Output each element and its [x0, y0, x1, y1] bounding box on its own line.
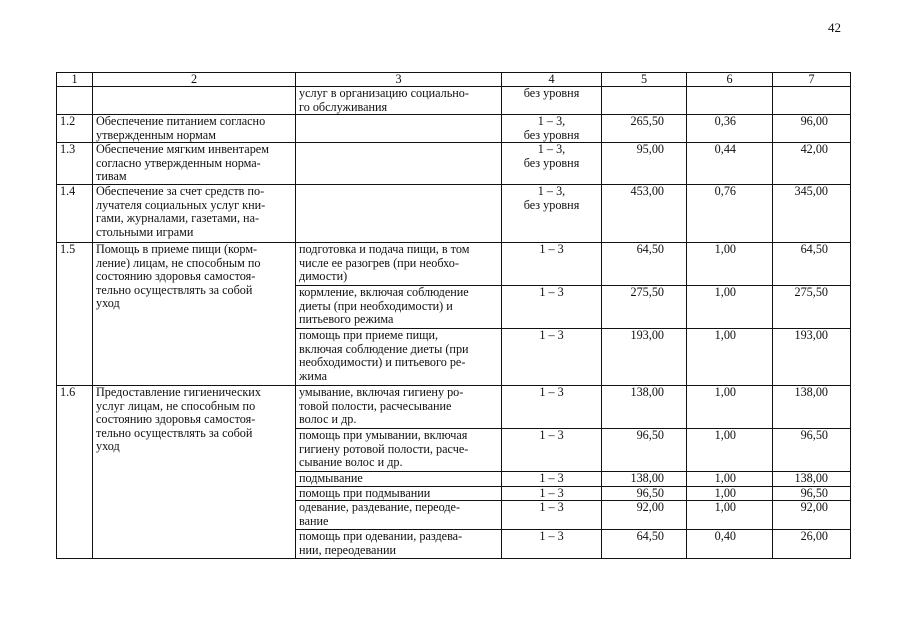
service-level: 1 – 3, без уровня	[502, 143, 602, 185]
column-header: 4	[502, 73, 602, 87]
value-col5: 96,50	[602, 429, 687, 472]
table-row	[57, 243, 851, 286]
service-description: одевание, раздевание, переоде- вание	[296, 501, 502, 530]
value-col7: 345,00	[773, 185, 851, 243]
row-number: 1.4	[57, 185, 93, 243]
service-level: 1 – 3, без уровня	[502, 185, 602, 243]
service-level: без уровня	[502, 87, 602, 115]
value-col7: 96,00	[773, 115, 851, 143]
service-description: помощь при одевании, раздева- нии, переодевании	[296, 530, 502, 559]
value-col5: 265,50	[602, 115, 687, 143]
service-level: 1 – 3	[502, 530, 602, 559]
service-description: помощь при умывании, включая гигиену ротовой полости, расче- сывание волос и др.	[296, 429, 502, 472]
value-col6: 1,00	[687, 501, 773, 530]
column-header: 6	[687, 73, 773, 87]
service-description: подготовка и подача пищи, в том числе ее разогрев (при необхо- димости)	[296, 243, 502, 286]
value-col7: 92,00	[773, 501, 851, 530]
value-col6: 0,36	[687, 115, 773, 143]
service-description: помощь при приеме пищи, включая соблюдение диеты (при необходимости) и питьевого ре- жима	[296, 329, 502, 386]
row-number: 1.3	[57, 143, 93, 185]
value-col5	[602, 87, 687, 115]
value-col6: 1,00	[687, 386, 773, 429]
service-name	[93, 87, 296, 115]
value-col7: 26,00	[773, 530, 851, 559]
service-description: услуг в организацию социально- го обслуживания	[296, 87, 502, 115]
service-description	[296, 115, 502, 143]
page-number: 42	[828, 20, 841, 35]
table-row	[57, 386, 851, 429]
column-header: 5	[602, 73, 687, 87]
value-col6: 1,00	[687, 243, 773, 286]
service-level: 1 – 3, без уровня	[502, 115, 602, 143]
value-col7	[773, 87, 851, 115]
value-col7: 96,50	[773, 429, 851, 472]
table-row	[57, 87, 851, 115]
service-level: 1 – 3	[502, 329, 602, 386]
service-name: Помощь в приеме пищи (корм- ление) лицам, не способным по состоянию здоровья самостоя- тельно осуществлять за собой уход	[93, 243, 296, 386]
value-col7: 64,50	[773, 243, 851, 286]
value-col7: 96,50	[773, 486, 851, 501]
row-number: 1.5	[57, 243, 93, 386]
service-level: 1 – 3	[502, 501, 602, 530]
row-number: 1.6	[57, 386, 93, 559]
service-name: Обеспечение мягким инвентарем согласно утвержденным норма- тивам	[93, 143, 296, 185]
service-name: Обеспечение питанием согласно утвержденным нормам	[93, 115, 296, 143]
service-level: 1 – 3	[502, 486, 602, 501]
value-col5: 275,50	[602, 286, 687, 329]
value-col5: 138,00	[602, 472, 687, 487]
column-number-row	[57, 73, 851, 87]
value-col7: 275,50	[773, 286, 851, 329]
value-col7: 138,00	[773, 386, 851, 429]
column-header: 3	[296, 73, 502, 87]
value-col6: 1,00	[687, 286, 773, 329]
service-description	[296, 143, 502, 185]
table-row	[57, 115, 851, 143]
row-number	[57, 87, 93, 115]
value-col5: 64,50	[602, 243, 687, 286]
column-header: 1	[57, 73, 93, 87]
value-col6: 0,40	[687, 530, 773, 559]
service-description: кормление, включая соблюдение диеты (при необходимости) и питьевого режима	[296, 286, 502, 329]
value-col5: 95,00	[602, 143, 687, 185]
service-description: помощь при подмывании	[296, 486, 502, 501]
service-description	[296, 185, 502, 243]
value-col7: 138,00	[773, 472, 851, 487]
value-col5: 453,00	[602, 185, 687, 243]
service-level: 1 – 3	[502, 472, 602, 487]
service-level: 1 – 3	[502, 429, 602, 472]
column-header: 2	[93, 73, 296, 87]
value-col5: 138,00	[602, 386, 687, 429]
service-name: Предоставление гигиенических услуг лицам, не способным по состоянию здоровья самостоя- тельно осуществлять за собой уход	[93, 386, 296, 559]
value-col5: 193,00	[602, 329, 687, 386]
service-name: Обеспечение за счет средств по- лучателя социальных услуг кни- гами, журналами, газетами, на- стольными играми	[93, 185, 296, 243]
service-level: 1 – 3	[502, 286, 602, 329]
value-col6: 1,00	[687, 329, 773, 386]
value-col5: 92,00	[602, 501, 687, 530]
value-col6: 1,00	[687, 429, 773, 472]
service-description: подмывание	[296, 472, 502, 487]
service-description: умывание, включая гигиену ро- товой полости, расчесывание волос и др.	[296, 386, 502, 429]
value-col7: 42,00	[773, 143, 851, 185]
service-level: 1 – 3	[502, 386, 602, 429]
table-row	[57, 143, 851, 185]
value-col5: 96,50	[602, 486, 687, 501]
service-level: 1 – 3	[502, 243, 602, 286]
value-col6: 0,44	[687, 143, 773, 185]
value-col7: 193,00	[773, 329, 851, 386]
column-header: 7	[773, 73, 851, 87]
value-col6	[687, 87, 773, 115]
value-col6: 1,00	[687, 486, 773, 501]
row-number: 1.2	[57, 115, 93, 143]
table-row	[57, 185, 851, 243]
value-col6: 0,76	[687, 185, 773, 243]
value-col6: 1,00	[687, 472, 773, 487]
value-col5: 64,50	[602, 530, 687, 559]
services-table	[56, 72, 851, 559]
